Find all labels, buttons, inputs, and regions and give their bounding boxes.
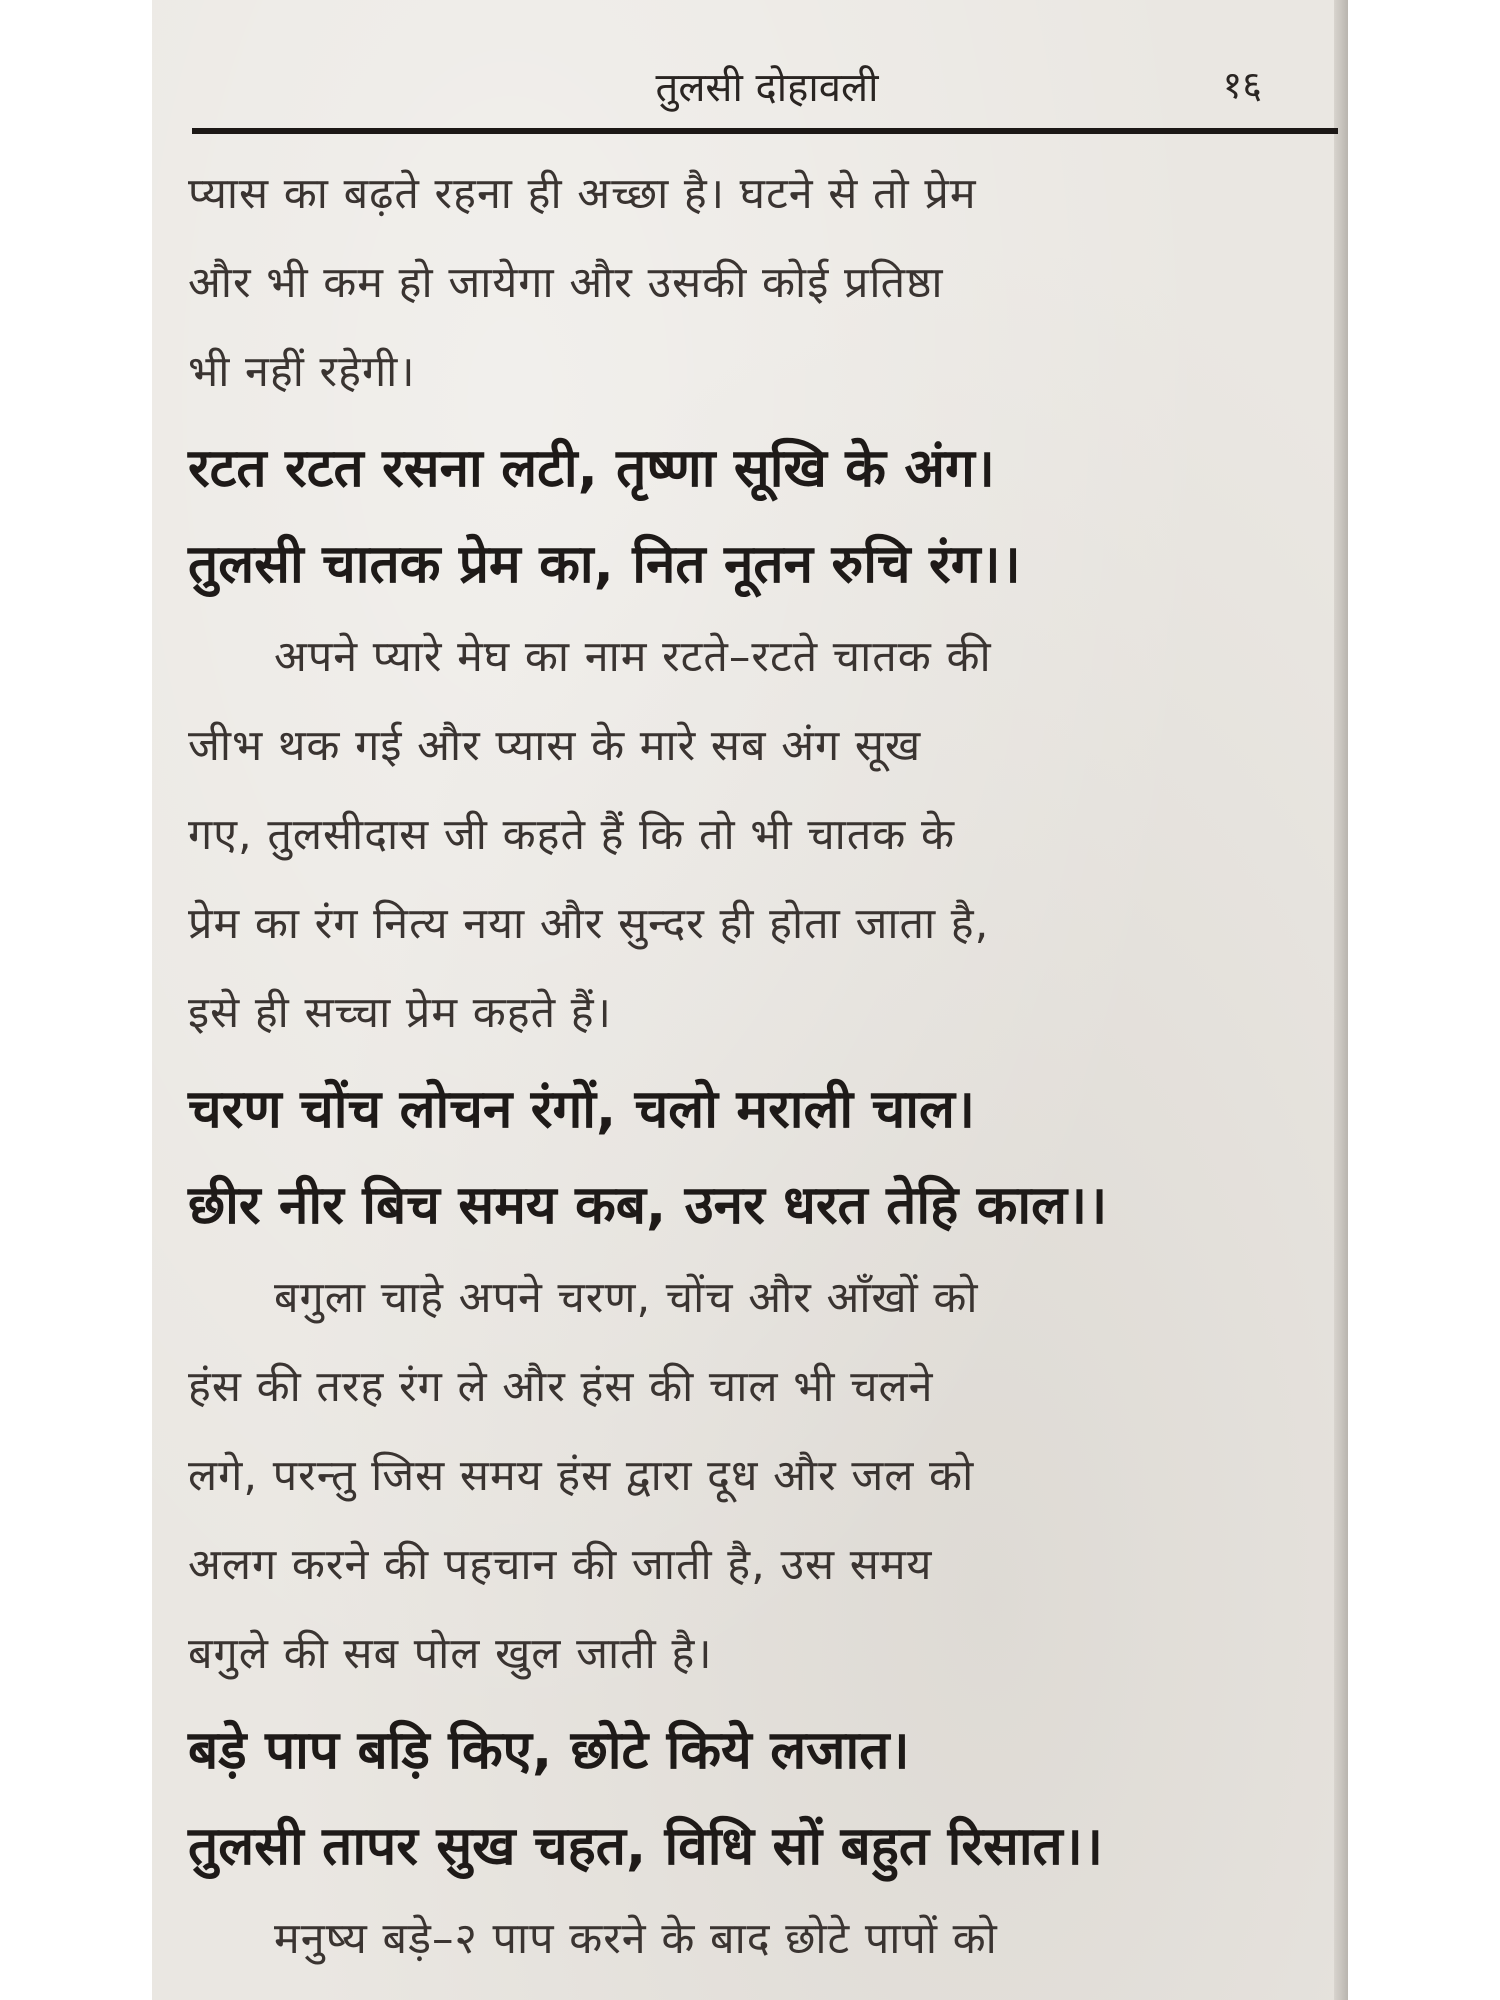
prose-paragraph [188,1254,1332,1699]
prose-line: मनुष्य बड़े–२ पाप करने के बाद छोटे पापों को [274,1914,998,1964]
running-title: तुलसी दोहावली [655,65,879,111]
prose-line: जीभ थक गई और प्यास के मारे सब अंग सूख [188,721,922,771]
verse-line: चरण चोंच लोचन रंगों, चलो मराली चाल। [188,1079,975,1140]
prose-line: इसे ही सच्चा प्रेम कहते हैं। [188,988,612,1038]
prose-line: गए, तुलसीदास जी कहते हैं कि तो भी चातक के [188,810,955,860]
verse-line: तुलसी चातक प्रेम का, नित नूतन रुचि रंग।। [188,534,1021,595]
page-body [188,150,1332,1984]
doha-verse [188,421,1332,613]
prose-line: और भी कम हो जायेगा और उसकी कोई प्रतिष्ठा [188,258,944,308]
page-spine-shadow [1334,0,1348,2000]
page-header [192,58,1342,128]
prose-line: भी नहीं रहेगी। [188,347,416,397]
prose-line: अपने प्यारे मेघ का नाम रटते–रटते चातक की [274,632,992,682]
prose-line: बगुला चाहे अपने चरण, चोंच और आँखों को [274,1273,979,1323]
prose-line: प्रेम का रंग नित्य नया और सुन्दर ही होता जाता है, [188,899,990,949]
page-number: १६ [1222,63,1262,107]
prose-line: लगे, परन्तु जिस समय हंस द्वारा दूध और जल को [188,1451,975,1501]
prose-line: अलग करने की पहचान की जाती है, उस समय [188,1540,933,1590]
prose-line: हंस की तरह रंग ले और हंस की चाल भी चलने [188,1362,934,1412]
verse-line: तुलसी तापर सुख चहत, विधि सों बहुत रिसात।। [188,1816,1103,1877]
header-rule [192,128,1338,134]
prose-paragraph [188,1895,1332,1984]
prose-paragraph [188,150,1332,417]
doha-verse [188,1062,1332,1254]
verse-line: रटत रटत रसना लटी, तृष्णा सूखि के अंग। [188,438,995,499]
prose-line: बगुले की सब पोल खुल जाती है। [188,1629,713,1679]
verse-line: बड़े पाप बड़ि किए, छोटे किये लजात। [188,1720,910,1781]
prose-line: प्यास का बढ़ते रहना ही अच्छा है। घटने से तो प्रेम [188,169,977,219]
prose-paragraph [188,613,1332,1058]
verse-line: छीर नीर बिच समय कब, उनर धरत तेहि काल।। [188,1175,1108,1236]
book-page [152,0,1348,2000]
doha-verse [188,1703,1332,1895]
